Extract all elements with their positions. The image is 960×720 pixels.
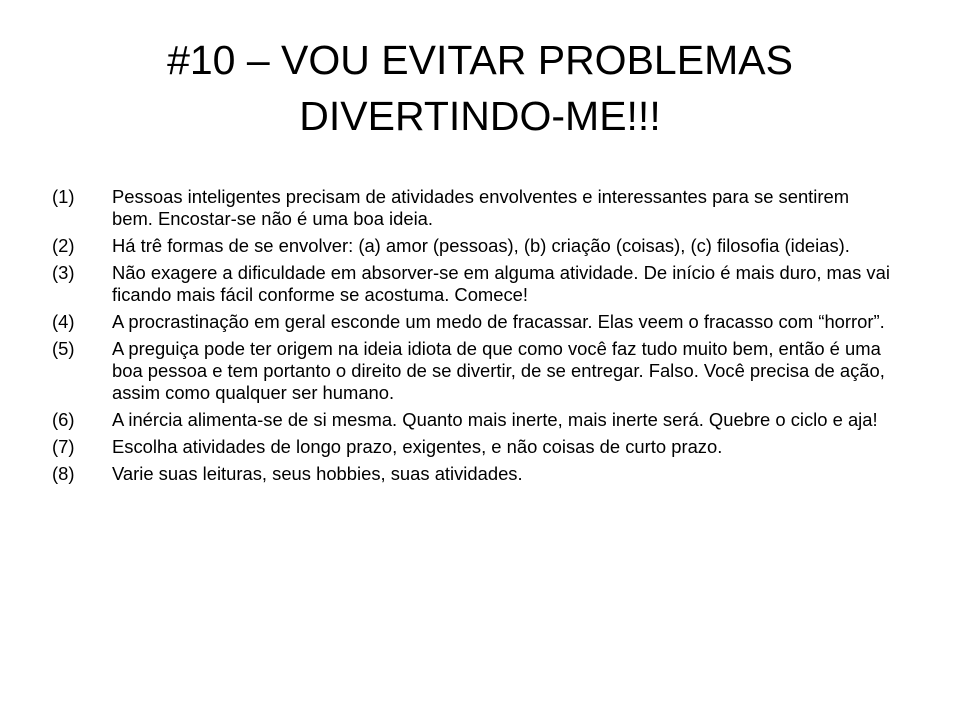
list-item [52, 186, 902, 230]
numbered-list [52, 186, 902, 490]
list-item-number: (4) [52, 311, 75, 332]
list-item-number: (6) [52, 409, 75, 430]
list-item [52, 463, 902, 485]
list-item-text: Escolha atividades de longo prazo, exigentes, e não coisas de curto prazo. [112, 436, 723, 457]
list-item [52, 409, 902, 431]
list-item-text: Pessoas inteligentes precisam de atividades envolventes e interessantes para se sentirem bem. Encostar-se não é uma boa ideia. [112, 186, 850, 229]
list-item-number: (1) [52, 186, 75, 207]
list-item-text: Não exagere a dificuldade em absorver-se em alguma atividade. De início é mais duro, mas vai ficando mais fácil conforme se acostuma. Comece! [112, 262, 890, 305]
list-item-text: A inércia alimenta-se de si mesma. Quanto mais inerte, mais inerte será. Quebre o ciclo e aja! [112, 409, 878, 430]
list-item-number: (3) [52, 262, 75, 283]
list-item-text: Há trê formas de se envolver: (a) amor (pessoas), (b) criação (coisas), (c) filosofia (ideias). [112, 235, 850, 256]
list-item-number: (5) [52, 338, 75, 359]
list-item-number: (8) [52, 463, 75, 484]
list-item-text: A preguiça pode ter origem na ideia idiota de que como você faz tudo muito bem, então é uma boa pessoa e tem portanto o direito de se divertir, de se entregar. Falso. Você precisa de ação, assim como qualquer ser humano. [112, 338, 885, 403]
list-item-number: (2) [52, 235, 75, 256]
list-item-text: Varie suas leituras, seus hobbies, suas atividades. [112, 463, 523, 484]
list-item [52, 338, 902, 404]
slide-title-line-2: DIVERTINDO-ME!!! [299, 93, 661, 139]
list-item-text: A procrastinação em geral esconde um medo de fracassar. Elas veem o fracasso com “horror”. [112, 311, 885, 332]
list-item [52, 235, 902, 257]
slide-title-line-1: #10 – VOU EVITAR PROBLEMAS [167, 37, 793, 83]
list-item-number: (7) [52, 436, 75, 457]
list-item [52, 436, 902, 458]
slide-title [60, 32, 900, 144]
list-item [52, 311, 902, 333]
list-item [52, 262, 902, 306]
